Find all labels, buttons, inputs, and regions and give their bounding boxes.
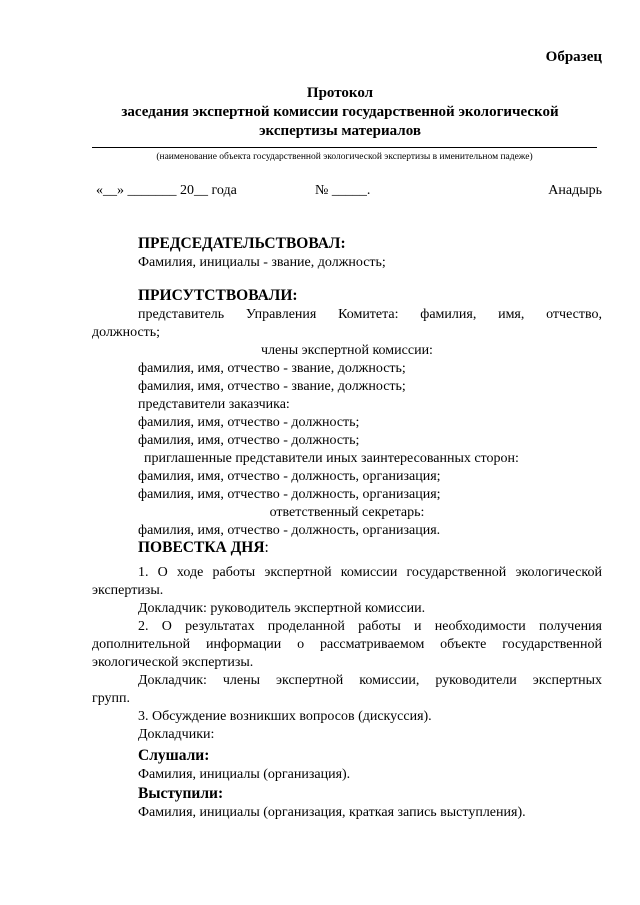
chaired-section [92, 234, 602, 272]
customer-item: фамилия, имя, отчество - должность; [138, 433, 360, 448]
present-section [92, 286, 602, 540]
sample-label: Образец [545, 49, 602, 65]
agenda-section [92, 538, 602, 744]
heard-heading: Слушали: [138, 747, 210, 764]
agenda-item-1-line-1: 1. О ходе работы экспертной комиссии государственной экологической [138, 565, 602, 580]
agenda-item-3: 3. Обсуждение возникших вопросов (дискуссия). [138, 709, 432, 724]
agenda-heading-line [92, 538, 602, 558]
invited-item: фамилия, имя, отчество - должность, организация; [138, 469, 441, 484]
city-name: Анадырь [548, 183, 602, 198]
present-rep-line-1: представитель Управления Комитета: фамилия, имя, отчество, [138, 307, 602, 322]
chaired-text: Фамилия, инициалы - звание, должность; [138, 255, 386, 270]
object-caption: (наименование объекта государственной экологической экспертизы в именительном падеже) [156, 152, 533, 162]
agenda-item-2-line-1: 2. О результатах проделанной работы и необходимости получения [138, 619, 602, 634]
object-name-line [92, 147, 597, 148]
agenda-heading: ПОВЕСТКА ДНЯ [138, 539, 265, 556]
present-heading: ПРИСУТСТВОВАЛИ: [138, 287, 298, 304]
customer-item: фамилия, имя, отчество - должность; [138, 415, 360, 430]
agenda-colon: : [264, 539, 269, 556]
secretary-label: ответственный секретарь: [269, 505, 425, 520]
agenda-item-3-speaker: Докладчики: [138, 727, 215, 742]
agenda-item-1-speaker: Докладчик: руководитель экспертной комиссии. [138, 601, 426, 616]
minutes-section [92, 746, 602, 822]
members-label: члены экспертной комиссии: [261, 343, 433, 358]
invited-label: приглашенные представители иных заинтересованных сторон: [144, 451, 519, 466]
chaired-heading: ПРЕДСЕДАТЕЛЬСТВОВАЛ: [138, 235, 346, 252]
secretary-text: фамилия, имя, отчество - должность, организация. [138, 523, 441, 538]
document-title [80, 84, 600, 141]
agenda-item-2-line-2: дополнительной информации о рассматриваемом объекте государственной [92, 637, 602, 652]
date-line: «__» _______ 20__ года [96, 183, 237, 198]
member-item: фамилия, имя, отчество - звание, должность; [138, 379, 406, 394]
agenda-item-2-line-3: экологической экспертизы. [92, 655, 254, 670]
spoke-heading: Выступили: [138, 785, 224, 802]
agenda-item-2-speaker-line-1: Докладчик: члены экспертной комиссии, руководители экспертных [138, 673, 602, 688]
spoke-text: Фамилия, инициалы (организация, краткая запись выступления). [138, 805, 526, 820]
number-line: № _____. [315, 183, 371, 198]
heard-text: Фамилия, инициалы (организация). [138, 767, 351, 782]
present-rep-line-2: должность; [92, 325, 161, 340]
agenda-item-2-speaker-line-2: групп. [92, 691, 131, 706]
invited-item: фамилия, имя, отчество - должность, организация; [138, 487, 441, 502]
title-line-1: Протокол [306, 85, 374, 101]
member-item: фамилия, имя, отчество - звание, должность; [138, 361, 406, 376]
customer-label: представители заказчика: [138, 397, 290, 412]
title-line-3: экспертизы материалов [259, 123, 421, 139]
title-line-2: заседания экспертной комиссии государственной экологической [121, 104, 559, 120]
agenda-item-1-line-2: экспертизы. [92, 583, 164, 598]
